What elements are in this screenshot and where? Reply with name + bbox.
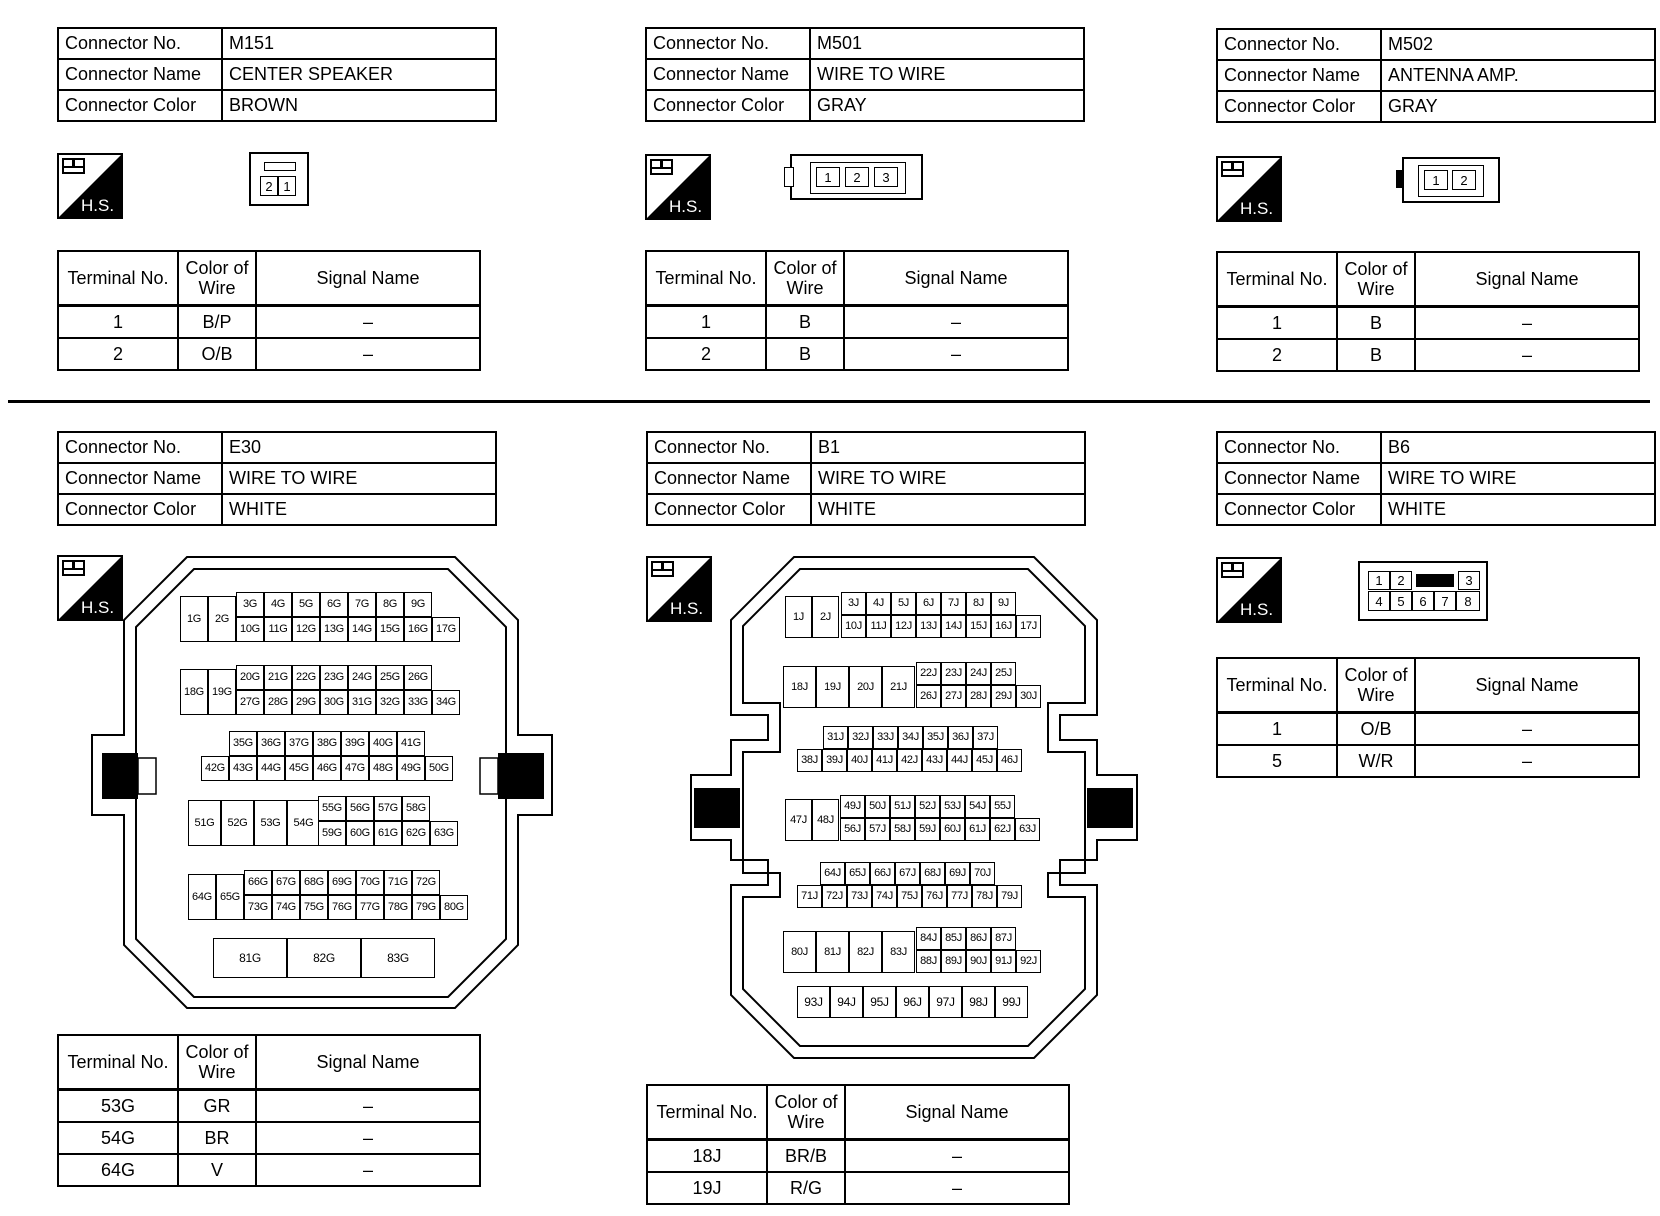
pin-32g: 32G xyxy=(376,690,404,715)
pin-1: 1 xyxy=(816,167,840,187)
pin-68j: 68J xyxy=(920,862,945,885)
terminal-no-header: Terminal No. xyxy=(647,1085,767,1140)
pin-41j: 41J xyxy=(872,749,897,772)
pin-24j: 24J xyxy=(966,662,991,685)
connector-no-value: B1 xyxy=(811,432,1085,463)
pin-68g: 68G xyxy=(300,870,328,895)
pin-22g: 22G xyxy=(292,665,320,690)
pin-44g: 44G xyxy=(257,756,285,781)
connector-name-label: Connector Name xyxy=(647,463,811,494)
pin-18g: 18G xyxy=(180,669,208,715)
lock-tab xyxy=(264,162,296,171)
pin-19g: 19G xyxy=(208,669,236,715)
signal-name-header: Signal Name xyxy=(256,1035,480,1090)
connector-name-value: WIRE TO WIRE xyxy=(1381,463,1655,494)
lock-tab xyxy=(1396,170,1404,188)
table-row: 1 B – xyxy=(1217,307,1639,340)
table-row: 5 W/R – xyxy=(1217,745,1639,777)
pin-13j: 13J xyxy=(916,615,941,638)
pin-55j: 55J xyxy=(990,795,1015,818)
pin-48g: 48G xyxy=(369,756,397,781)
pin-56j: 56J xyxy=(840,818,865,841)
pin-40g: 40G xyxy=(369,731,397,756)
connector-no-label: Connector No. xyxy=(646,28,810,59)
pin-1g: 1G xyxy=(180,596,208,642)
pin-64j: 64J xyxy=(820,862,845,885)
pin-2: 2 xyxy=(1452,170,1476,190)
terminal-no-header: Terminal No. xyxy=(58,1035,178,1090)
pin-80g: 80G xyxy=(440,895,468,920)
svg-text:H.S.: H.S. xyxy=(669,197,703,216)
pin-42j: 42J xyxy=(897,749,922,772)
pin-49g: 49G xyxy=(397,756,425,781)
pin-45g: 45G xyxy=(285,756,313,781)
pin-25j: 25J xyxy=(991,662,1016,685)
pin-12g: 12G xyxy=(292,617,320,642)
pin-63j: 63J xyxy=(1015,818,1040,841)
pin-81g: 81G xyxy=(213,938,287,978)
pin-65g: 65G xyxy=(216,874,244,920)
pin-84j: 84J xyxy=(916,927,941,950)
svg-text:H.S.: H.S. xyxy=(1240,199,1274,218)
pin-2: 2 xyxy=(1390,571,1412,590)
connector-face-m501 xyxy=(790,154,923,200)
pin-54g: 54G xyxy=(287,800,320,846)
connector-no-value: M501 xyxy=(810,28,1084,59)
pin-1j: 1J xyxy=(785,596,812,638)
pin-50g: 50G xyxy=(425,756,453,781)
pin-30j: 30J xyxy=(1016,685,1041,708)
pin-4: 4 xyxy=(1368,591,1390,611)
connector-color-value: WHITE xyxy=(222,494,496,525)
pin-78j: 78J xyxy=(972,885,997,908)
pin-74j: 74J xyxy=(872,885,897,908)
pin-59j: 59J xyxy=(915,818,940,841)
pin-65j: 65J xyxy=(845,862,870,885)
connector-color-label: Connector Color xyxy=(58,494,222,525)
connector-no-value: E30 xyxy=(222,432,496,463)
connector-color-label: Connector Color xyxy=(646,90,810,121)
pin-1: 1 xyxy=(278,176,296,196)
connector-name-label: Connector Name xyxy=(58,463,222,494)
pin-6j: 6J xyxy=(916,592,941,615)
pin-70g: 70G xyxy=(356,870,384,895)
connector-info-b1 xyxy=(646,431,1086,526)
connector-name-value: ANTENNA AMP. xyxy=(1381,60,1655,91)
pin-69j: 69J xyxy=(945,862,970,885)
pin-77j: 77J xyxy=(947,885,972,908)
pin-74g: 74G xyxy=(272,895,300,920)
connector-color-label: Connector Color xyxy=(1217,91,1381,122)
pin-88j: 88J xyxy=(916,950,941,973)
connector-color-value: BROWN xyxy=(222,90,496,121)
pin-2: 2 xyxy=(260,176,278,196)
connector-color-label: Connector Color xyxy=(647,494,811,525)
pin-11g: 11G xyxy=(264,617,292,642)
pin-26j: 26J xyxy=(916,685,941,708)
pin-79g: 79G xyxy=(412,895,440,920)
pin-83j: 83J xyxy=(882,931,915,973)
pin-6g: 6G xyxy=(320,592,348,617)
pin-30g: 30G xyxy=(320,690,348,715)
table-row: 1 O/B – xyxy=(1217,713,1639,746)
pin-11j: 11J xyxy=(866,615,891,638)
pin-1: 1 xyxy=(1424,170,1448,190)
pin-13g: 13G xyxy=(320,617,348,642)
terminal-table-m151 xyxy=(57,250,481,371)
connector-no-label: Connector No. xyxy=(58,432,222,463)
lock-tab xyxy=(784,167,794,187)
color-of-wire-header: Color of Wire xyxy=(178,1035,256,1090)
connector-info-m501 xyxy=(645,27,1085,122)
pin-62g: 62G xyxy=(402,821,430,846)
pin-16g: 16G xyxy=(404,617,432,642)
pin-55g: 55G xyxy=(318,796,346,821)
pin-15j: 15J xyxy=(966,615,991,638)
pin-5j: 5J xyxy=(891,592,916,615)
connector-face-m151 xyxy=(249,152,309,206)
pin-2g: 2G xyxy=(208,596,236,642)
connector-name-label: Connector Name xyxy=(58,59,222,90)
pin-52j: 52J xyxy=(915,795,940,818)
connector-name-value: WIRE TO WIRE xyxy=(810,59,1084,90)
pin-63g: 63G xyxy=(430,821,458,846)
pin-76g: 76G xyxy=(328,895,356,920)
pin-53g: 53G xyxy=(254,800,287,846)
terminal-table-e30 xyxy=(57,1034,481,1187)
connector-no-label: Connector No. xyxy=(1217,432,1381,463)
connector-color-value: WHITE xyxy=(811,494,1085,525)
pin-29g: 29G xyxy=(292,690,320,715)
connector-no-value: M502 xyxy=(1381,29,1655,60)
pin-20g: 20G xyxy=(236,665,264,690)
pin-28j: 28J xyxy=(966,685,991,708)
connector-color-label: Connector Color xyxy=(58,90,222,121)
pin-91j: 91J xyxy=(991,950,1016,973)
pin-75g: 75G xyxy=(300,895,328,920)
table-row: 2 O/B – xyxy=(58,338,480,370)
pin-47j: 47J xyxy=(785,799,812,841)
svg-text:H.S.: H.S. xyxy=(670,599,704,618)
pin-99j: 99J xyxy=(995,986,1028,1018)
pin-71g: 71G xyxy=(384,870,412,895)
pin-22j: 22J xyxy=(916,662,941,685)
signal-name-header: Signal Name xyxy=(845,1085,1069,1140)
pin-78g: 78G xyxy=(384,895,412,920)
pin-25g: 25G xyxy=(376,665,404,690)
lock-tab xyxy=(1416,574,1454,587)
pin-14g: 14G xyxy=(348,617,376,642)
pin-77g: 77G xyxy=(356,895,384,920)
pin-26g: 26G xyxy=(404,665,432,690)
pin-27j: 27J xyxy=(941,685,966,708)
connector-name-value: CENTER SPEAKER xyxy=(222,59,496,90)
pin-58g: 58G xyxy=(402,796,430,821)
pin-19j: 19J xyxy=(816,666,849,708)
pin-94j: 94J xyxy=(830,986,863,1018)
pin-53j: 53J xyxy=(940,795,965,818)
pin-42g: 42G xyxy=(201,756,229,781)
terminal-no-header: Terminal No. xyxy=(646,251,766,306)
table-row: 2 B – xyxy=(1217,339,1639,371)
terminal-no-header: Terminal No. xyxy=(1217,252,1337,307)
signal-name-header: Signal Name xyxy=(1415,252,1639,307)
pin-44j: 44J xyxy=(947,749,972,772)
pin-90j: 90J xyxy=(966,950,991,973)
svg-text:H.S.: H.S. xyxy=(81,598,115,617)
connector-no-value: B6 xyxy=(1381,432,1655,463)
pin-10g: 10G xyxy=(236,617,264,642)
pin-35j: 35J xyxy=(923,726,948,749)
color-of-wire-header: Color of Wire xyxy=(766,251,844,306)
pin-82g: 82G xyxy=(287,938,361,978)
pin-51j: 51J xyxy=(890,795,915,818)
pin-38g: 38G xyxy=(313,731,341,756)
pin-1: 1 xyxy=(1368,571,1390,590)
connector-face-b6 xyxy=(1358,561,1488,621)
color-of-wire-header: Color of Wire xyxy=(178,251,256,306)
pin-73g: 73G xyxy=(244,895,272,920)
connector-color-value: GRAY xyxy=(1381,91,1655,122)
pin-83g: 83G xyxy=(361,938,435,978)
pin-36g: 36G xyxy=(257,731,285,756)
connector-info-m502 xyxy=(1216,28,1656,123)
table-row: 64G V – xyxy=(58,1154,480,1186)
connector-name-label: Connector Name xyxy=(1217,60,1381,91)
pin-70j: 70J xyxy=(970,862,995,885)
pin-6: 6 xyxy=(1412,591,1434,611)
pin-45j: 45J xyxy=(972,749,997,772)
pin-2: 2 xyxy=(845,167,869,187)
pin-33g: 33G xyxy=(404,690,432,715)
pin-95j: 95J xyxy=(863,986,896,1018)
pin-54j: 54J xyxy=(965,795,990,818)
pin-5: 5 xyxy=(1390,591,1412,611)
pin-85j: 85J xyxy=(941,927,966,950)
pin-23g: 23G xyxy=(320,665,348,690)
pin-35g: 35G xyxy=(229,731,257,756)
pin-93j: 93J xyxy=(797,986,830,1018)
connector-info-m151 xyxy=(57,27,497,122)
pin-4g: 4G xyxy=(264,592,292,617)
pin-8: 8 xyxy=(1456,591,1480,611)
pin-52g: 52G xyxy=(221,800,254,846)
pin-56g: 56G xyxy=(346,796,374,821)
pin-97j: 97J xyxy=(929,986,962,1018)
pin-61g: 61G xyxy=(374,821,402,846)
pin-16j: 16J xyxy=(991,615,1016,638)
harness-side-icon xyxy=(57,153,123,219)
terminal-table-m501 xyxy=(645,250,1069,371)
connector-no-label: Connector No. xyxy=(58,28,222,59)
connector-name-value: WIRE TO WIRE xyxy=(222,463,496,494)
pin-31j: 31J xyxy=(823,726,848,749)
section-divider xyxy=(8,400,1650,403)
pin-66j: 66J xyxy=(870,862,895,885)
pin-50j: 50J xyxy=(865,795,890,818)
pin-61j: 61J xyxy=(965,818,990,841)
pin-62j: 62J xyxy=(990,818,1015,841)
color-of-wire-header: Color of Wire xyxy=(1337,252,1415,307)
pin-89j: 89J xyxy=(941,950,966,973)
pin-76j: 76J xyxy=(922,885,947,908)
pin-10j: 10J xyxy=(841,615,866,638)
pin-38j: 38J xyxy=(797,749,822,772)
pin-87j: 87J xyxy=(991,927,1016,950)
connector-name-value: WIRE TO WIRE xyxy=(811,463,1085,494)
table-row: 1 B/P – xyxy=(58,306,480,339)
pin-49j: 49J xyxy=(840,795,865,818)
pin-81j: 81J xyxy=(816,931,849,973)
pin-92j: 92J xyxy=(1016,950,1041,973)
pin-80j: 80J xyxy=(783,931,816,973)
pin-64g: 64G xyxy=(188,874,216,920)
terminal-no-header: Terminal No. xyxy=(58,251,178,306)
pin-3g: 3G xyxy=(236,592,264,617)
pin-34g: 34G xyxy=(432,690,460,715)
svg-text:H.S.: H.S. xyxy=(1240,600,1274,619)
pin-39g: 39G xyxy=(341,731,369,756)
pin-60g: 60G xyxy=(346,821,374,846)
pin-48j: 48J xyxy=(812,799,839,841)
pin-41g: 41G xyxy=(397,731,425,756)
pin-57j: 57J xyxy=(865,818,890,841)
connector-color-value: GRAY xyxy=(810,90,1084,121)
pin-72g: 72G xyxy=(412,870,440,895)
connector-info-e30 xyxy=(57,431,497,526)
pin-69g: 69G xyxy=(328,870,356,895)
connector-name-label: Connector Name xyxy=(1217,463,1381,494)
pin-12j: 12J xyxy=(891,615,916,638)
pin-34j: 34J xyxy=(898,726,923,749)
pin-32j: 32J xyxy=(848,726,873,749)
signal-name-header: Signal Name xyxy=(844,251,1068,306)
table-row: 53G GR – xyxy=(58,1090,480,1123)
pin-58j: 58J xyxy=(890,818,915,841)
pin-4j: 4J xyxy=(866,592,891,615)
pin-98j: 98J xyxy=(962,986,995,1018)
pin-14j: 14J xyxy=(941,615,966,638)
pin-8g: 8G xyxy=(376,592,404,617)
pin-5g: 5G xyxy=(292,592,320,617)
pin-3: 3 xyxy=(874,167,898,187)
pin-72j: 72J xyxy=(822,885,847,908)
pin-17j: 17J xyxy=(1016,615,1041,638)
pin-46g: 46G xyxy=(313,756,341,781)
table-row: 54G BR – xyxy=(58,1122,480,1154)
terminal-table-b6 xyxy=(1216,657,1640,778)
pin-28g: 28G xyxy=(264,690,292,715)
pin-67j: 67J xyxy=(895,862,920,885)
pin-7g: 7G xyxy=(348,592,376,617)
pin-46j: 46J xyxy=(997,749,1022,772)
color-of-wire-header: Color of Wire xyxy=(1337,658,1415,713)
pin-18j: 18J xyxy=(783,666,816,708)
pin-31g: 31G xyxy=(348,690,376,715)
pin-39j: 39J xyxy=(822,749,847,772)
terminal-table-b1 xyxy=(646,1084,1070,1205)
pin-71j: 71J xyxy=(797,885,822,908)
table-row: 2 B – xyxy=(646,338,1068,370)
pin-3: 3 xyxy=(1458,571,1480,590)
pin-7j: 7J xyxy=(941,592,966,615)
pin-96j: 96J xyxy=(896,986,929,1018)
pin-59g: 59G xyxy=(318,821,346,846)
pin-33j: 33J xyxy=(873,726,898,749)
pin-23j: 23J xyxy=(941,662,966,685)
connector-face-m502 xyxy=(1402,157,1500,203)
connector-no-label: Connector No. xyxy=(647,432,811,463)
signal-name-header: Signal Name xyxy=(1415,658,1639,713)
harness-side-icon xyxy=(645,154,711,220)
pin-21g: 21G xyxy=(264,665,292,690)
pin-66g: 66G xyxy=(244,870,272,895)
pin-9j: 9J xyxy=(991,592,1016,615)
harness-side-icon xyxy=(1216,557,1282,623)
color-of-wire-header: Color of Wire xyxy=(767,1085,845,1140)
connector-no-label: Connector No. xyxy=(1217,29,1381,60)
pin-7: 7 xyxy=(1434,591,1456,611)
pin-37g: 37G xyxy=(285,731,313,756)
connector-color-value: WHITE xyxy=(1381,494,1655,525)
pin-67g: 67G xyxy=(272,870,300,895)
connector-name-label: Connector Name xyxy=(646,59,810,90)
terminal-table-m502 xyxy=(1216,251,1640,372)
pin-82j: 82J xyxy=(849,931,882,973)
pin-57g: 57G xyxy=(374,796,402,821)
pin-51g: 51G xyxy=(188,800,221,846)
pin-73j: 73J xyxy=(847,885,872,908)
pin-60j: 60J xyxy=(940,818,965,841)
pin-43g: 43G xyxy=(229,756,257,781)
svg-text:H.S.: H.S. xyxy=(81,196,115,215)
pin-75j: 75J xyxy=(897,885,922,908)
pin-43j: 43J xyxy=(922,749,947,772)
table-row: 1 B – xyxy=(646,306,1068,339)
pin-86j: 86J xyxy=(966,927,991,950)
pin-2j: 2J xyxy=(812,596,839,638)
pin-3j: 3J xyxy=(841,592,866,615)
pin-79j: 79J xyxy=(997,885,1022,908)
pin-37j: 37J xyxy=(973,726,998,749)
pin-29j: 29J xyxy=(991,685,1016,708)
pin-27g: 27G xyxy=(236,690,264,715)
terminal-no-header: Terminal No. xyxy=(1217,658,1337,713)
pin-20j: 20J xyxy=(849,666,882,708)
pin-15g: 15G xyxy=(376,617,404,642)
table-row: 18J BR/B – xyxy=(647,1140,1069,1173)
pin-8j: 8J xyxy=(966,592,991,615)
connector-color-label: Connector Color xyxy=(1217,494,1381,525)
connector-info-b6 xyxy=(1216,431,1656,526)
signal-name-header: Signal Name xyxy=(256,251,480,306)
harness-side-icon xyxy=(1216,156,1282,222)
pin-9g: 9G xyxy=(404,592,432,617)
pin-21j: 21J xyxy=(882,666,915,708)
table-row: 19J R/G – xyxy=(647,1172,1069,1204)
pin-40j: 40J xyxy=(847,749,872,772)
pin-24g: 24G xyxy=(348,665,376,690)
pin-36j: 36J xyxy=(948,726,973,749)
pin-17g: 17G xyxy=(432,617,460,642)
pin-47g: 47G xyxy=(341,756,369,781)
connector-no-value: M151 xyxy=(222,28,496,59)
